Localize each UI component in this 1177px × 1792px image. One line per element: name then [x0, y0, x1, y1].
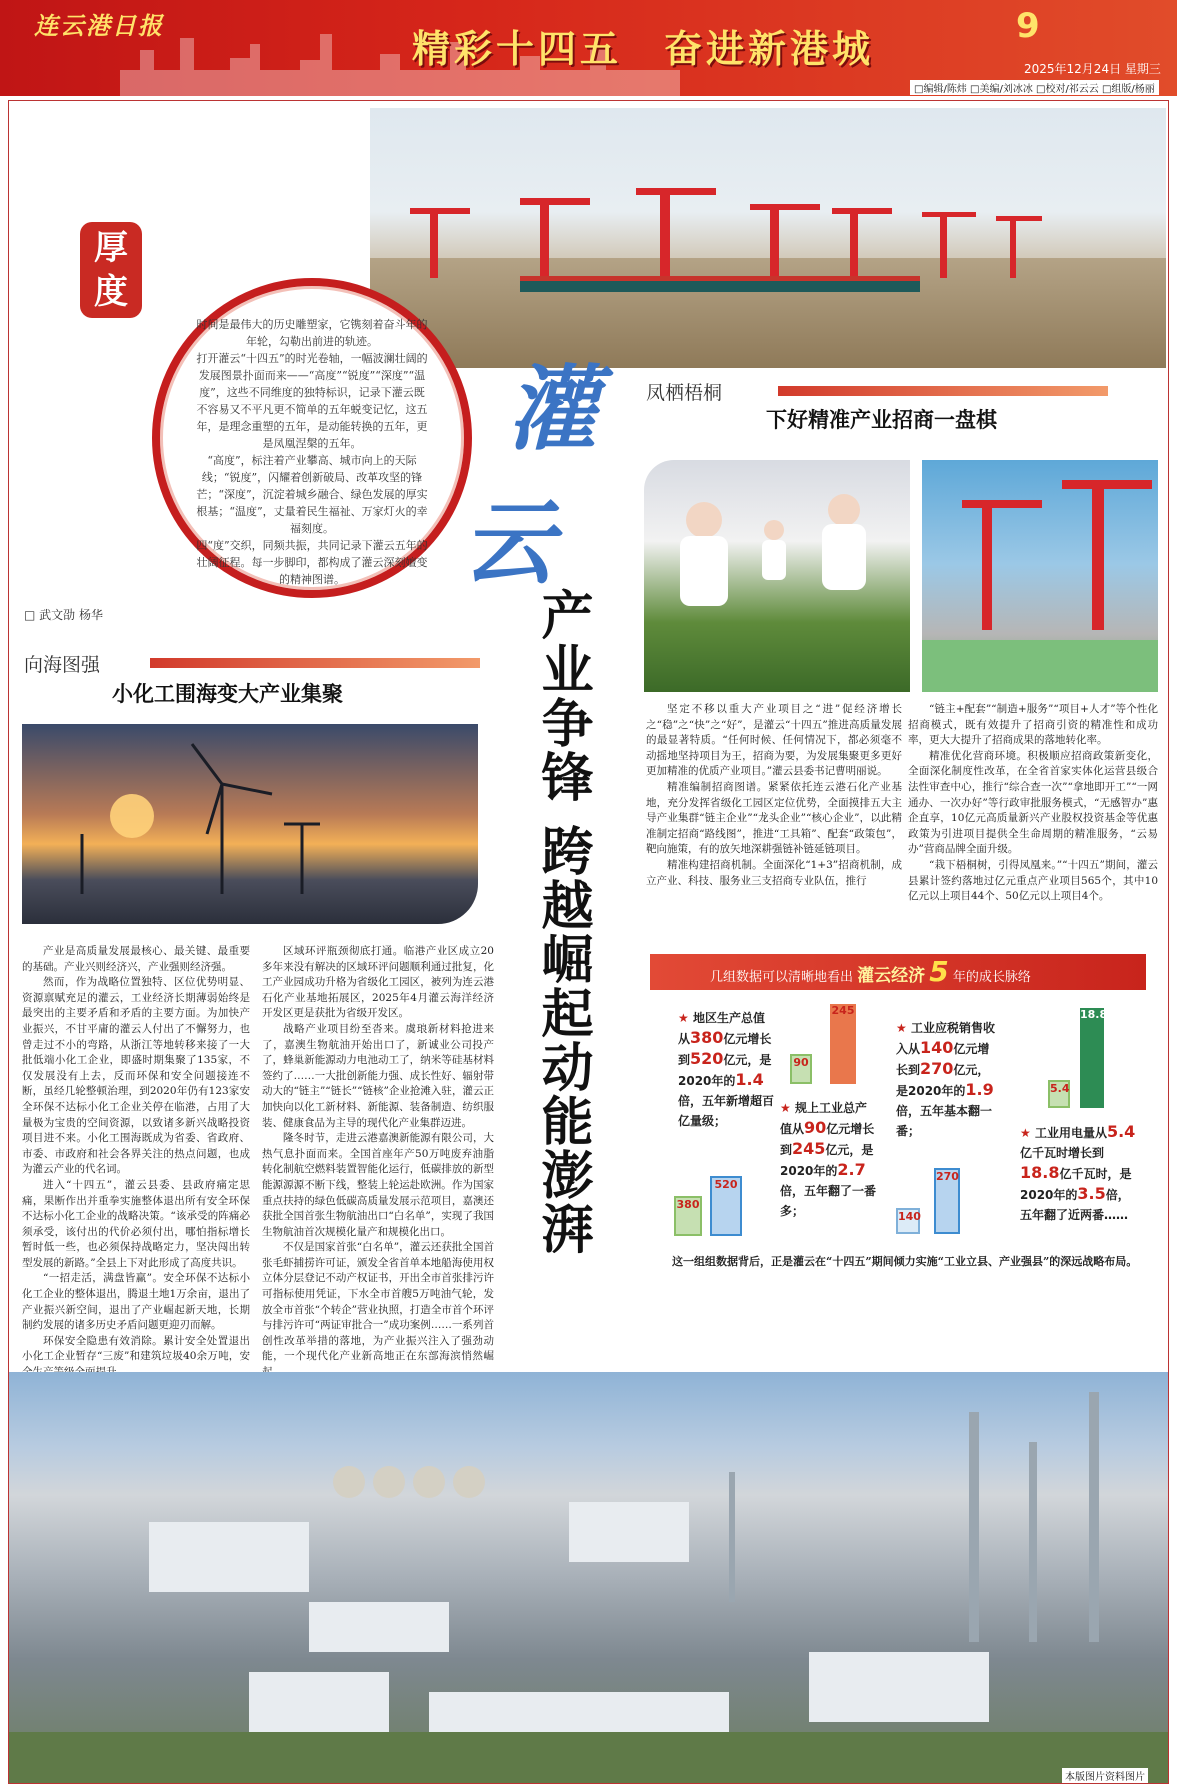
seal-houdu: 厚度 — [80, 222, 142, 318]
issue-date: 2025年12月24日 星期三 — [1024, 62, 1161, 76]
star-icon: ★ — [896, 1021, 907, 1035]
page-number: 9 — [1016, 6, 1040, 46]
right-column-1 — [646, 702, 902, 902]
photo-credit: 本版图片资料图片 — [1062, 1768, 1148, 1783]
data-caption: 这一组组数据背后，正是灌云在“十四五”期间倾力实施“工业立县、产业强县”的深远战略布局。 — [672, 1255, 1138, 1268]
intro-paragraph: 四“度”交织，同频共振，共同记录下灌云五年的壮阔征程。每一步脚印，都构成了灌云深刻嬗变的精神图谱。 — [196, 539, 428, 586]
data-head-highlight: 灌云经济 — [857, 966, 926, 986]
bar-output-2025: 245 — [830, 1004, 856, 1084]
left-section-bar — [150, 658, 480, 668]
intro-paragraph: “高度”，标注着产业攀高、城市向上的天际线；“锐度”，闪耀着创新破局、改革攻坚的锋芒；“深度”，沉淀着城乡融合、绿色发展的厚实根基；“温度”，丈量着民生福祉、万家灯火的幸福刻度。 — [196, 454, 428, 535]
right-section-bar — [778, 386, 1108, 396]
harbor-photo — [370, 108, 1166, 368]
workers-photo — [644, 460, 910, 692]
big-title-char-guan: 灌 — [506, 356, 599, 463]
body-paragraph: 环保安全隐患有效消除。累计安全处置退出小化工企业暂存“三废”和建筑垃圾40余万吨，安 — [22, 1334, 250, 1363]
growth-data-box — [650, 954, 1146, 1252]
byline: □ 武文劭 杨华 — [24, 608, 103, 622]
body-paragraph: 坚定不移以重大产业项目之“进”促经济增长之“稳”之“快”之“好”，是灌云“十四五”推进高质量发展的最显著特质。“任何时候、任何情况下，都必须毫不动摇地坚持项目为王，招商为要，为发展集聚更多更好更加精准的优质产业项目。”灌云县委书记曹明丽说。 — [646, 703, 902, 778]
right-column-2 — [908, 702, 1158, 902]
main-headline: 产业争锋 跨越崛起动能澎湃 — [532, 588, 592, 1257]
left-section-kicker: 向海图强 — [24, 654, 101, 676]
body-paragraph: 产业是高质量发展最核心、最关键、最重要的基础。产业兴则经济兴，产业强则经济强。 — [22, 945, 250, 973]
bar-power-2025: 18.8 — [1080, 1008, 1104, 1108]
wind-turbine-icon — [22, 724, 478, 924]
harbor-cranes-icon — [370, 168, 1166, 298]
intro-paragraph: 打开灌云“十四五”的时光卷轴，一幅波澜壮阔的发展图景扑面而来——“高度”“锐度”“深度”“温度”，这些不同维度的独特标识，记录下灌云既不容易又不平凡更不简单的五年蜕变记忆，这五年，是理念重塑的五年，是动能转换的五年，更是凤凰涅槃的五年。 — [196, 352, 428, 450]
intro-circle — [152, 278, 472, 598]
data-head-post: 年的成长脉络 — [952, 970, 1031, 985]
body-paragraph: “一招走活，满盘皆赢”。安全环保不达标小化工企业的整体退出，腾退土地1万余亩，退出了产业振兴新空间，退出了产业崛起新天地，长期制约发展的诸多历史矛盾问题更迎刃而解。 — [22, 1272, 250, 1332]
body-paragraph: 进入“十四五”，灌云县委、县政府痛定思痛，果断作出并重拳实施整体退出所有安全环保不达标小化工企业的战略决策。“该承受的阵痛必须承受，该付出的代价必须付出，哪怕指标增长暂时低一些，也必须保持战略定力，坚决闯出转型发展的新路。”全县上下对此形成了高度共识。 — [22, 1178, 250, 1269]
body-paragraph: 精准构建招商机制。全面深化“1+3”招商机制，成立产业、科技、服务业三支招商专业队伍，推行 — [646, 858, 902, 887]
body-paragraph: “链主+配套”“制造+服务”“项目+人才”等个性化招商模式，既有效提升了招商引资的精准性和成功率，更大大提升了招商成果的落地转化率。 — [908, 703, 1158, 747]
editor-credits: □编辑/陈炜 □美编/刘冰冰 □校对/祁云云 □组版/杨丽 — [910, 80, 1159, 95]
bar-gdp-2020: 380 — [674, 1196, 702, 1236]
masthead — [0, 0, 1177, 96]
bar-gdp-2025: 520 — [710, 1176, 742, 1236]
paper-name: 连云港日报 — [34, 12, 164, 40]
body-paragraph: 区域环评瓶颈彻底打通。临港产业区成立20多年来没有解决的区域环评问题顺利通过批复，化工产业园成功升格为省级化工园区，被列为连云港石化产业基地拓展区，2025年4月灌云海洋经济开发区更是获批为省级开发区。 — [262, 945, 494, 1020]
body-paragraph: 然而，作为战略位置独特、区位优势明显、资源禀赋充足的灌云，工业经济长期薄弱始终是最突出的主要矛盾和矛盾的主要方面。为加快产业振兴，不甘平庸的灌云人付出了不懈努力，也曾走过不小的弯路，从浙江等地转移来接了一大批低端小化工企业，即盛时期集聚了135家，不仅发展没有上去，反而环保和安全问题接连不断，虽经几轮整顿治理，到2020年仍有123家安全环保不达标小化工企业关停在临港，占用了大量极为宝贵的空间资源，以致诸多新兴战略投资项目进不来。小化工围海既成为省委、省政府、市委、市政府和社会各界关注的热点问题，也成为灌云产业的代名词。 — [22, 976, 250, 1176]
right-section-title: 下好精准产业招商一盘棋 — [766, 408, 997, 432]
big-title-char-yun: 云 — [462, 490, 555, 597]
factory-buildings-icon — [9, 1372, 1168, 1783]
data-item-power: ★ 工业用电量从5.4亿千瓦时增长到18.8亿千瓦时，是2020年的3.5倍，五年翻了近两番…… — [1020, 1122, 1136, 1222]
wind-turbine-photo — [22, 724, 478, 924]
left-column-1 — [22, 944, 250, 1364]
crane-icon — [922, 460, 1158, 692]
page-banner: 精彩十四五 奋进新港城 — [412, 27, 875, 71]
left-column-2 — [262, 944, 494, 1364]
left-section-title: 小化工围海变大产业集聚 — [112, 682, 343, 706]
data-box-header — [650, 954, 1146, 990]
industrial-park-photo — [9, 1372, 1168, 1783]
body-paragraph: 不仅是国家首张“白名单”，灌云还获批全国首张毛虾捕捞许可证，颁发全省首单本地船海使用权立体分层登记不动产权证书，开出全市首张排污许可指标使用凭证，下水全市首艘5万吨油气轮，发放全市首张“个转企”营业执照，打造全市首个环评与排污许可“两证审批合一”成功案例……一系列首创性改革举措的落地，为产业振兴注入了强劲动能，一个现代化产业新高地正在东部海滨悄然崛 — [262, 1241, 494, 1363]
star-icon: ★ — [780, 1101, 791, 1115]
bar-sales-2025: 270 — [934, 1168, 960, 1234]
data-item-gdp: ★ 地区生产总值从380亿元增长到520亿元，是2020年的1.4倍，五年新增超百亿量级； — [678, 1011, 775, 1128]
right-section-kicker: 凤栖梧桐 — [646, 382, 723, 404]
bar-power-2020: 5.4 — [1048, 1080, 1070, 1108]
body-paragraph: “栽下梧桐树，引得凤凰来。”“十四五”期间，灌云县累计签约落地过亿元重点产业项目565个，其中10亿元以上项目44个、50亿元以上项目4个。 — [908, 858, 1158, 903]
data-head-five: 5 — [929, 955, 949, 988]
worker-figures-icon — [644, 460, 910, 692]
intro-paragraph: 时间是最伟大的历史雕塑家，它镌刻着奋斗年的年轮，勾勒出前进的轨迹。 — [196, 318, 428, 348]
body-paragraph: 精准编制招商图谱。紧紧依托连云港石化产业基地，充分发挥省级化工园区定位优势，全面摸排五大主导产业集群“链主企业”“龙头企业”“核心企业”，以此精准制定招商“路线图”，推进“工具箱”、配套“政策包”，靶向施策，有的放矢地深耕强链补链延链项目。 — [646, 780, 902, 856]
data-head-pre: 几组数据可以清晰地看出 — [710, 970, 854, 985]
body-paragraph: 隆冬时节，走进云港嘉澳新能源有限公司，大热气息扑面而来。全国首座年产50万吨废弃油脂转化制航空燃料装置智能化运行，低碳排放的新型能源源源不断下线，整装上轮运赴欧洲。作为国家重点扶持的绿色低碳高质量发展示范项目，嘉澳还获批全国首张生物航油出口“白名单”，实现了我国生物航油首次规模化量产和规模化出口。 — [262, 1132, 494, 1238]
star-icon: ★ — [1020, 1126, 1031, 1140]
bar-sales-2020: 140 — [896, 1208, 920, 1234]
bar-output-2020: 90 — [790, 1054, 812, 1084]
data-item-sales: ★ 工业应税销售收入从140亿元增长到270亿元，是2020年的1.9倍，五年基本翻一番； — [896, 1021, 995, 1138]
body-paragraph: 精准优化营商环境。积极顺应招商政策新变化，全面深化制度性改革，在全省首家实体化运营县级合法性审查中心，推行“综合查一次”“拿地即开工”“一网通办、一次办好”等行政审批服务模式，“无感智办”惠企直享，10亿元高质量新兴产业股权投资基金等优惠政策为引进项目提供全生命周期的精准服务，“云易办”营商品牌全面升级。 — [908, 749, 1158, 856]
data-item-output: ★ 规上工业总产值从90亿元增长到245亿元，是2020年的2.7倍，五年翻了一番多； — [780, 1101, 877, 1218]
port-cranes-photo — [922, 460, 1158, 692]
body-paragraph: 战略产业项目纷至沓来。虞琅新材料抢进来了，嘉澳生物航油开始出口了，新诚业公司投产了，蜂巢新能源动力电池动工了，纳米等硅基材料签约了……一大批创新能力强、成长性好、辐射带动大的“链主”“链长”“链核”企业抢滩入驻，灌云正加快向以化工新材料、新能源、装备制造、纺织服装、健康食品为主导的现代化产业集群迈进。 — [262, 1022, 494, 1129]
star-icon: ★ — [678, 1011, 689, 1025]
